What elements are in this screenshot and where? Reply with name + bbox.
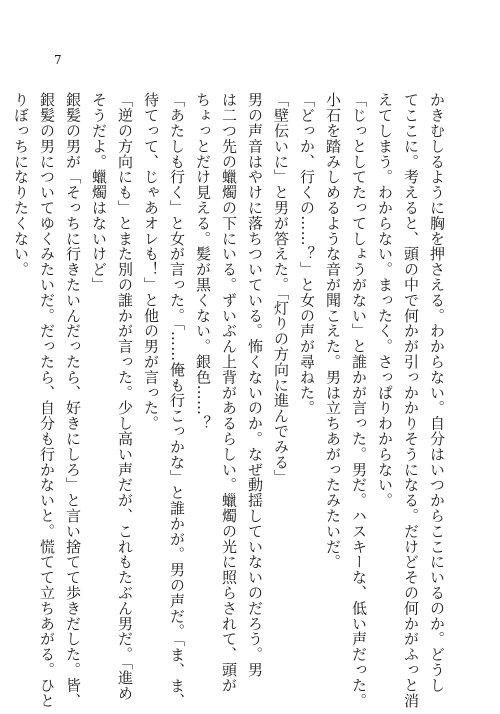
text-line: てここに。考えると、頭の中で何かが引っかかりそうになる。だけどその何かがふっと消 (402, 92, 420, 708)
text-line: 「どっか、行くの……？」と女の声が尋ねた。 (298, 92, 316, 416)
text-line: そうだよ。蠟燭はないけど」 (90, 92, 108, 293)
text-line: かきむしるように胸を押さえる。わからない。自分はいつからここにいるのか。どうし (428, 92, 446, 693)
text-line: 「じっとしてたってしょうがない」と誰かが言った。男だ。ハスキーな、低い声だった。 (350, 92, 368, 708)
text-line: 男の声音はやけに落ちついている。怖くないのか。なぜ動揺していないのだろう。男 (246, 92, 264, 678)
text-line: 「あたしも行く」と女が言った。「……俺も行こっかな」と誰かが。男の声だ。「ま、ま、 (168, 92, 186, 709)
text-line: ちょっとだけ見える。髪が黒くない。銀色……？ (194, 92, 212, 431)
text-line: 銀髪の男が「そっちに行きたいんだったら、好きにしろ」と言い捨てて歩きだした。皆、 (64, 92, 82, 708)
text-line: 銀髪の男についてゆくみたいだ。だったら、自分も行かないと。慌てて立ちあがる。ひと (38, 92, 56, 708)
text-line: 「壁伝いに」と男が答えた。「灯りの方向に進んでみる」 (272, 92, 290, 485)
text-line: は二つ先の蠟燭の下にいる。ずいぶん上背があるらしい。蠟燭の光に照らされて、頭が (220, 92, 238, 693)
text-line: りぼっちになりたくない。 (12, 92, 30, 277)
page-number: 7 (54, 53, 62, 67)
text-line: えてしまう。わからない。まったく。さっぱりわからない。 (376, 92, 394, 508)
text-line: 待てって、じゃあオレも！」と他の男が言った。 (142, 92, 160, 431)
text-line: 小石を踏みしめるような音が聞こえた。男は立ちあがったみたいだ。 (324, 92, 342, 570)
body-text (8, 92, 450, 709)
text-line: 「逆の方向にも」とまた別の誰かが言った。少し高い声だが、これもたぶん男だ。「進め (116, 92, 134, 701)
